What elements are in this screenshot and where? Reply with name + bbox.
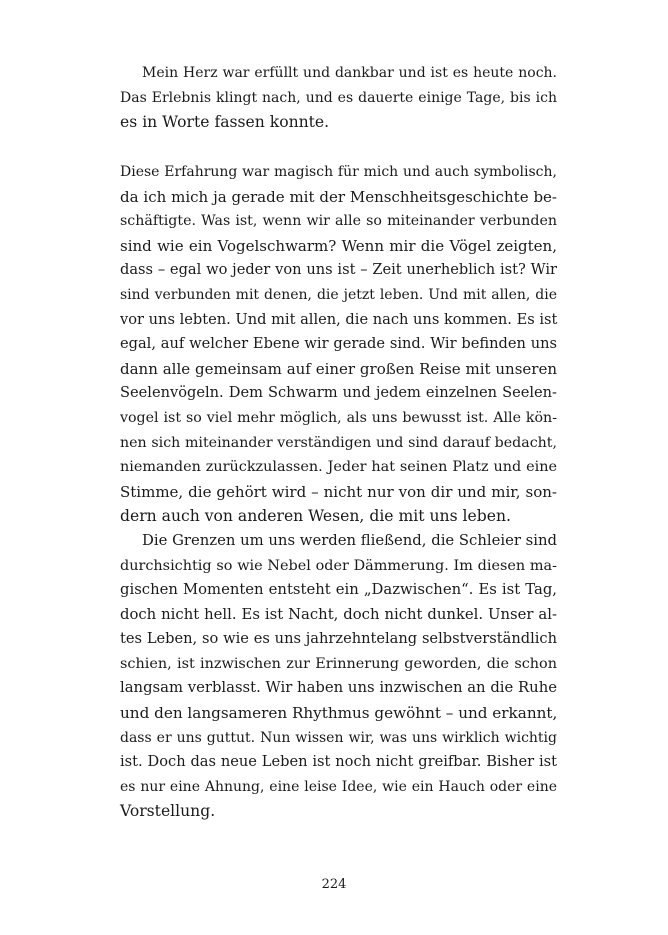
- text-line: gischen Momenten entsteht ein „Dazwischen“. Es ist Tag,: [120, 581, 557, 599]
- text-line: niemanden zurückzulassen. Jeder hat seinen Platz und eine: [120, 459, 557, 476]
- text-line: nen sich miteinander verständigen und sind darauf bedacht,: [120, 434, 557, 451]
- text-line: Die Grenzen um uns werden fließend, die Schleier sind: [142, 531, 557, 549]
- text-line: Mein Herz war erfüllt und dankbar und ist es heute noch.: [142, 65, 557, 81]
- text-line: vogel ist so viel mehr möglich, als uns bewusst ist. Alle kön-: [120, 409, 557, 426]
- text-line: sind verbunden mit denen, die jetzt leben. Und mit allen, die: [120, 286, 557, 303]
- text-line: es nur eine Ahnung, eine leise Idee, wie ein Hauch oder eine: [120, 778, 557, 795]
- text-line: tes Leben, so wie es uns jahrzehntelang selbstverständlich: [120, 630, 557, 648]
- text-line: dass er uns guttut. Nun wissen wir, was uns wirklich wichtig: [120, 729, 557, 746]
- paragraph-2: [120, 160, 557, 824]
- text-line: Vorstellung.: [120, 802, 216, 821]
- text-line: sind wie ein Vogelschwarm? Wenn mir die Vögel zeigten,: [120, 236, 557, 255]
- text-line: ist. Doch das neue Leben ist noch nicht greifbar. Bisher ist: [120, 753, 557, 771]
- text-line: Das Erlebnis klingt nach, und es dauerte einige Tage, bis ich: [120, 89, 557, 106]
- text-line: schien, ist inzwischen zur Erinnerung geworden, die schon: [120, 655, 557, 672]
- text-line: Stimme, die gehört wird – nicht nur von dir und mir, son-: [120, 482, 557, 501]
- text-line: da ich mich ja gerade mit der Menschheitsgeschichte be-: [120, 187, 557, 206]
- text-line: dass – egal wo jeder von uns ist – Zeit unerheblich ist? Wir: [120, 261, 557, 279]
- text-line: es in Worte fassen konnte.: [120, 113, 330, 132]
- text-line: Seelenvögeln. Dem Schwarm und jedem einzelnen Seelen-: [120, 384, 557, 402]
- text-line: durchsichtig so wie Nebel oder Dämmerung. Im diesen ma-: [120, 557, 557, 574]
- text-line: vor uns lebten. Und mit allen, die nach uns kommen. Es ist: [120, 310, 558, 328]
- text-line: Diese Erfahrung war magisch für mich und auch symbolisch,: [120, 164, 557, 180]
- text-line: dern auch von anderen Wesen, die mit uns leben.: [120, 507, 511, 526]
- text-line: doch nicht hell. Es ist Nacht, doch nicht dunkel. Unser al-: [120, 605, 557, 623]
- text-line: und den langsameren Rhythmus gewöhnt – und erkannt,: [120, 704, 558, 723]
- text-line: langsam verblasst. Wir haben uns inzwischen an die Ruhe: [120, 679, 557, 697]
- text-line: egal, auf welcher Ebene wir gerade sind. Wir befinden uns: [120, 335, 557, 353]
- text-line: schäftigte. Was ist, wenn wir alle so miteinander verbunden: [120, 213, 557, 230]
- paragraph-1: [120, 61, 557, 135]
- text-line: dann alle gemeinsam auf einer großen Reise mit unseren: [120, 359, 557, 378]
- page-number: 224: [321, 877, 347, 892]
